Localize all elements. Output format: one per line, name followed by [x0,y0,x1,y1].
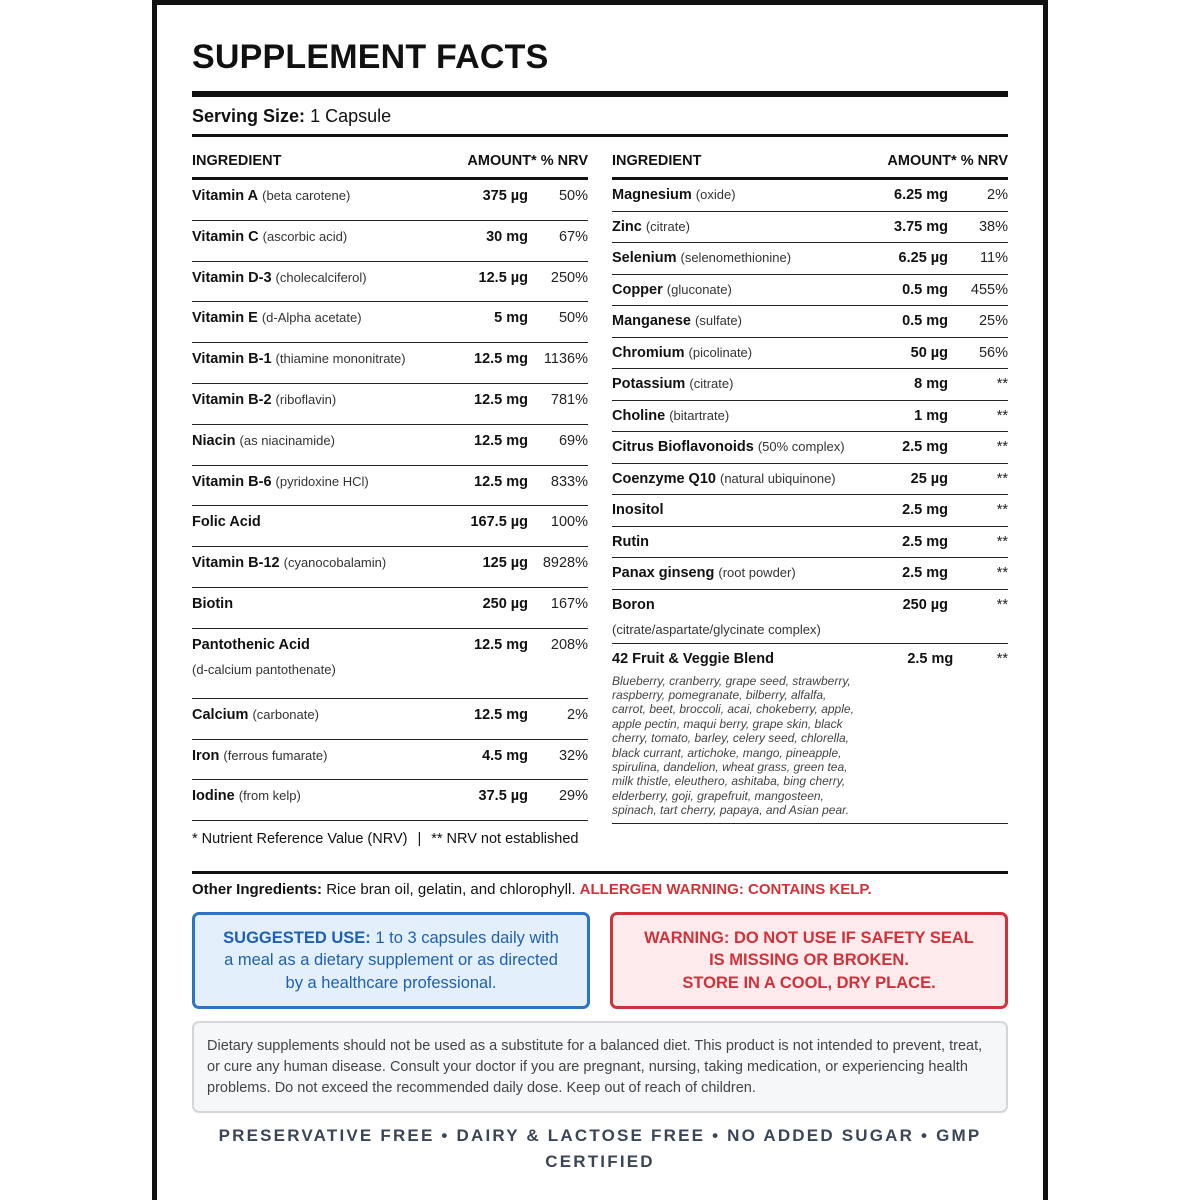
ingredient-cell [192,707,428,723]
ingredient-cell [612,597,848,637]
amount-cell: 12.5 µg [478,269,528,286]
ingredient-cell [192,270,428,286]
nrv-cell: ** [996,596,1008,613]
ingredient-form: (citrate) [689,376,734,391]
ingredient-name: Chromium [612,344,685,361]
table-row [192,180,588,221]
ingredient-cell [192,596,428,612]
ingredient-cell [612,345,848,361]
ingredient-form: (cholecalciferol) [275,269,367,285]
ingredient-cell [192,474,428,490]
ingredient-cell [612,187,848,203]
ingredient-cell [192,392,428,408]
table-row [192,425,588,466]
ingredient-cell [612,313,848,329]
ingredient-name: Vitamin A [192,188,259,204]
footnote-not-established: ** NRV not established [431,831,579,847]
ingredient-form: (picolinate) [688,344,753,360]
left-rows [192,180,588,821]
table-row [612,644,1008,824]
table-row [612,495,1008,527]
amount-cell: 4.5 mg [482,747,528,764]
ingredient-cell [612,219,848,235]
amount-cell: 2.5 mg [902,565,948,581]
ingredient-cell [612,534,848,550]
disclaimer: Dietary supplements should not be used as a substitute for a balanced diet. This product is not intended to prevent, treat, or cure any human disease. Consult your doctor if you are pregnant, nursing, taking medication, or experiencing health problems. Do not exceed the recommended daily dose. Keep out of reach of children. [192,1021,1008,1113]
ingredients-table-right [612,145,1008,824]
amount-cell: 5 mg [494,310,528,327]
serving-size-label: Serving Size: [192,106,306,126]
ingredient-name: Magnesium [612,187,692,203]
ingredient-name: Biotin [192,595,234,612]
header-ingredient: INGREDIENT [192,153,282,169]
other-ingredients-text: Rice bran oil, gelatin, and chlorophyll. [326,881,576,898]
amount-cell: 2.5 mg [907,650,954,667]
footnote-separator: | [417,831,422,847]
nrv-cell: 833% [550,473,588,490]
table-row [192,740,588,781]
nrv-cell: 32% [558,747,588,764]
ingredient-form: (bitartrate) [669,407,730,423]
ingredient-cell [192,229,428,245]
table-row [612,212,1008,244]
amount-cell: 12.5 mg [474,351,528,368]
ingredient-name: Vitamin B-6 [192,473,272,490]
ingredient-name: Rutin [612,533,650,550]
title-rule [192,91,1008,97]
ingredient-cell [612,651,862,818]
nrv-cell: 8928% [542,555,588,572]
ingredient-form: (riboflavin) [275,391,337,407]
nrv-cell: 29% [558,788,588,805]
ingredient-cell [612,565,848,581]
table-row [612,338,1008,370]
ingredient-cell [612,282,848,298]
nrv-cell: 25% [978,313,1008,329]
table-row [192,262,588,303]
table-row [192,221,588,262]
nrv-cell: 2% [567,706,588,723]
ingredient-cell [192,310,428,326]
ingredient-form: (from kelp) [238,788,301,804]
right-rows [612,180,1008,824]
ingredient-form: (citrate) [645,218,690,234]
table-row [192,506,588,547]
ingredient-cell [192,433,428,449]
ingredient-form: (gluconate) [666,281,732,297]
table-header [192,145,588,180]
table-row [192,466,588,507]
warning-line-2: STORE IN A COOL, DRY PLACE. [682,973,936,992]
ingredient-cell [192,637,428,677]
amount-cell: 3.75 mg [894,218,948,235]
ingredient-name: Selenium [612,250,677,266]
nrv-cell: 455% [970,281,1008,298]
table-row [612,401,1008,433]
table-row [612,590,1008,644]
nrv-cell: ** [996,650,1008,667]
amount-cell: 12.5 mg [474,706,528,723]
ingredient-cell [192,351,428,367]
nrv-cell: ** [996,565,1008,581]
ingredient-name: Vitamin B-12 [192,555,280,572]
ingredient-cell [612,439,848,455]
table-row [192,780,588,821]
amount-cell: 2.5 mg [902,439,948,455]
nrv-cell: 208% [550,636,588,653]
nrv-cell: 1136% [543,351,588,368]
nrv-cell: ** [996,533,1008,550]
amount-cell: 125 µg [482,555,528,572]
ingredient-name: Boron [612,596,655,613]
ingredient-form: (d-calcium pantothenate) [192,661,336,677]
nrv-cell: 50% [558,310,588,327]
nrv-cell: 50% [558,188,588,204]
ingredient-name: Iodine [192,788,235,805]
ingredient-name: Panax ginseng [612,565,715,581]
ingredient-cell [612,408,848,424]
ingredient-name: Choline [612,407,666,424]
header-amount: AMOUNT* [887,153,957,169]
warning-text-block [635,927,983,995]
amount-cell: 6.25 mg [894,187,948,203]
ingredient-form: (thiamine mononitrate) [275,351,406,367]
nrv-cell: 2% [987,187,1008,203]
ingredient-cell [192,514,428,530]
ingredient-name: Copper [612,281,663,298]
ingredient-name: Iron [192,747,220,764]
ingredient-name: Inositol [612,502,664,518]
amount-cell: 0.5 mg [902,281,948,298]
table-row [192,384,588,425]
table-row [612,464,1008,496]
table-row [612,369,1008,401]
ingredient-name: Niacin [192,432,236,449]
allergen-warning: ALLERGEN WARNING: CONTAINS KELP. [579,881,872,898]
footnote-nrv: * Nutrient Reference Value (NRV) [192,831,408,847]
other-ingredients-rule [192,871,1008,874]
amount-cell: 2.5 mg [902,502,948,518]
ingredient-form: (carbonate) [252,706,319,722]
nrv-cell: ** [996,407,1008,424]
serving-size [192,106,391,127]
ingredient-form: (beta carotene) [262,188,351,203]
nrv-cell: 781% [550,391,588,408]
ingredient-cell [612,250,848,266]
table-row [192,343,588,384]
table-header [612,145,1008,180]
amount-cell: 8 mg [914,376,948,392]
nrv-cell: 56% [978,344,1008,361]
amount-cell: 25 µg [910,470,948,487]
ingredient-name: Calcium [192,706,249,723]
ingredient-name: Vitamin D-3 [192,269,272,286]
suggested-use-text-block [217,927,565,995]
supplement-label [152,0,1048,1200]
amount-cell: 2.5 mg [902,533,948,550]
ingredient-form: (50% complex) [757,439,845,454]
table-row [612,306,1008,338]
header-amount: AMOUNT* [467,153,537,169]
suggested-use-box [192,912,590,1009]
ingredient-form: (sulfate) [695,313,742,328]
amount-cell: 12.5 mg [474,636,528,653]
nrv-cell: 11% [980,250,1008,266]
ingredient-form: (natural ubiquinone) [720,470,836,486]
ingredient-form: (d-Alpha acetate) [261,310,362,326]
ingredient-name: Potassium [612,376,686,392]
ingredient-form: (as niacinamide) [239,432,335,448]
table-row [612,180,1008,212]
ingredient-cell [612,471,848,487]
ingredient-cell [192,188,428,204]
serving-size-value: 1 Capsule [310,106,392,126]
amount-cell: 250 µg [902,596,948,613]
ingredient-form: (ascorbic acid) [262,228,348,244]
other-ingredients [192,881,872,898]
amount-cell: 50 µg [910,344,948,361]
ingredient-cell [192,555,428,571]
serving-rule [192,134,1008,137]
nrv-cell: ** [996,502,1008,518]
ingredient-form: (cyanocobalamin) [283,555,387,571]
table-row [612,432,1008,464]
nrv-footnote [192,831,578,847]
blend-ingredients: Blueberry, cranberry, grape seed, strawberry, raspberry, pomegranate, bilberry, alfalfa, carrot, beet, broccoli, acai, chokeberry, apple, apple pectin, maqui berry, grape skin, black cherry, tomato, barley, celery seed, chlorella, black currant, artichoke, mango, pineapple, spirulina, dandelion, wheat grass, green tea, milk thistle, eleuthero, ashitaba, bing cherry, elderberry, goji, grapefruit, mangosteen, spinach, tart cherry, papaya, and Asian pear. [612,673,854,818]
table-row [192,629,588,699]
amount-cell: 37.5 µg [478,788,528,805]
nrv-cell: 69% [558,432,588,449]
ingredient-name: 42 Fruit & Veggie Blend [612,650,774,667]
ingredient-name: Manganese [612,313,691,329]
ingredient-name: Vitamin E [192,310,258,327]
nrv-cell: 100% [550,514,588,531]
ingredient-form: (root powder) [718,565,796,580]
table-row [192,699,588,740]
suggested-use-text: 1 to 3 capsules daily with a meal as a dietary supplement or as directed by a healthcare professional. [224,928,559,992]
table-row [192,588,588,629]
ingredient-name: Pantothenic Acid [192,636,310,653]
ingredient-form: (selenomethionine) [680,250,792,265]
nrv-cell: ** [996,439,1008,455]
nrv-cell: 67% [558,228,588,245]
amount-cell: 375 µg [482,188,528,204]
table-row [612,243,1008,275]
page-title: SUPPLEMENT FACTS [192,38,549,76]
nrv-cell: 38% [978,218,1008,235]
ingredient-name: Zinc [612,218,642,235]
table-row [192,547,588,588]
nrv-cell: 250% [550,269,588,286]
ingredient-name: Folic Acid [192,514,261,531]
ingredient-name: Citrus Bioflavonoids [612,439,754,455]
other-ingredients-label: Other Ingredients: [192,881,323,898]
ingredient-form: (oxide) [695,187,736,202]
ingredient-name: Coenzyme Q10 [612,470,716,487]
suggested-use-label: SUGGESTED USE: [223,928,371,947]
ingredient-cell [612,502,848,518]
table-row [192,302,588,343]
product-badges: PRESERVATIVE FREE • DAIRY & LACTOSE FREE • NO ADDED SUGAR • GMP CERTIFIED [218,1126,982,1171]
ingredients-table-left [192,145,588,821]
ingredient-name: Vitamin B-2 [192,391,272,408]
amount-cell: 0.5 mg [902,313,948,329]
header-ingredient: INGREDIENT [612,153,702,169]
ingredient-form: (citrate/aspartate/glycinate complex) [612,621,821,637]
amount-cell: 1 mg [914,407,948,424]
amount-cell: 30 mg [486,228,528,245]
header-nrv: % NRV [540,153,588,169]
ingredient-form: (pyridoxine HCl) [275,473,369,489]
nrv-cell: ** [996,470,1008,487]
table-row [612,275,1008,307]
ingredient-name: Vitamin C [192,228,259,245]
nrv-cell: ** [996,376,1008,392]
table-row [612,527,1008,559]
warning-box [610,912,1008,1009]
ingredient-cell [612,376,848,392]
ingredient-form: (ferrous fumarate) [223,747,328,763]
amount-cell: 12.5 mg [474,391,528,408]
ingredient-name: Vitamin B-1 [192,351,272,368]
table-row [612,558,1008,590]
ingredient-cell [192,748,428,764]
amount-cell: 12.5 mg [474,432,528,449]
ingredient-cell [192,788,428,804]
header-nrv: % NRV [960,153,1008,169]
nrv-cell: 167% [550,595,588,612]
amount-cell: 167.5 µg [470,514,528,531]
amount-cell: 12.5 mg [474,473,528,490]
warning-line-1: WARNING: DO NOT USE IF SAFETY SEAL IS MISSING OR BROKEN. [644,928,974,970]
amount-cell: 6.25 µg [898,250,948,266]
amount-cell: 250 µg [482,595,528,612]
